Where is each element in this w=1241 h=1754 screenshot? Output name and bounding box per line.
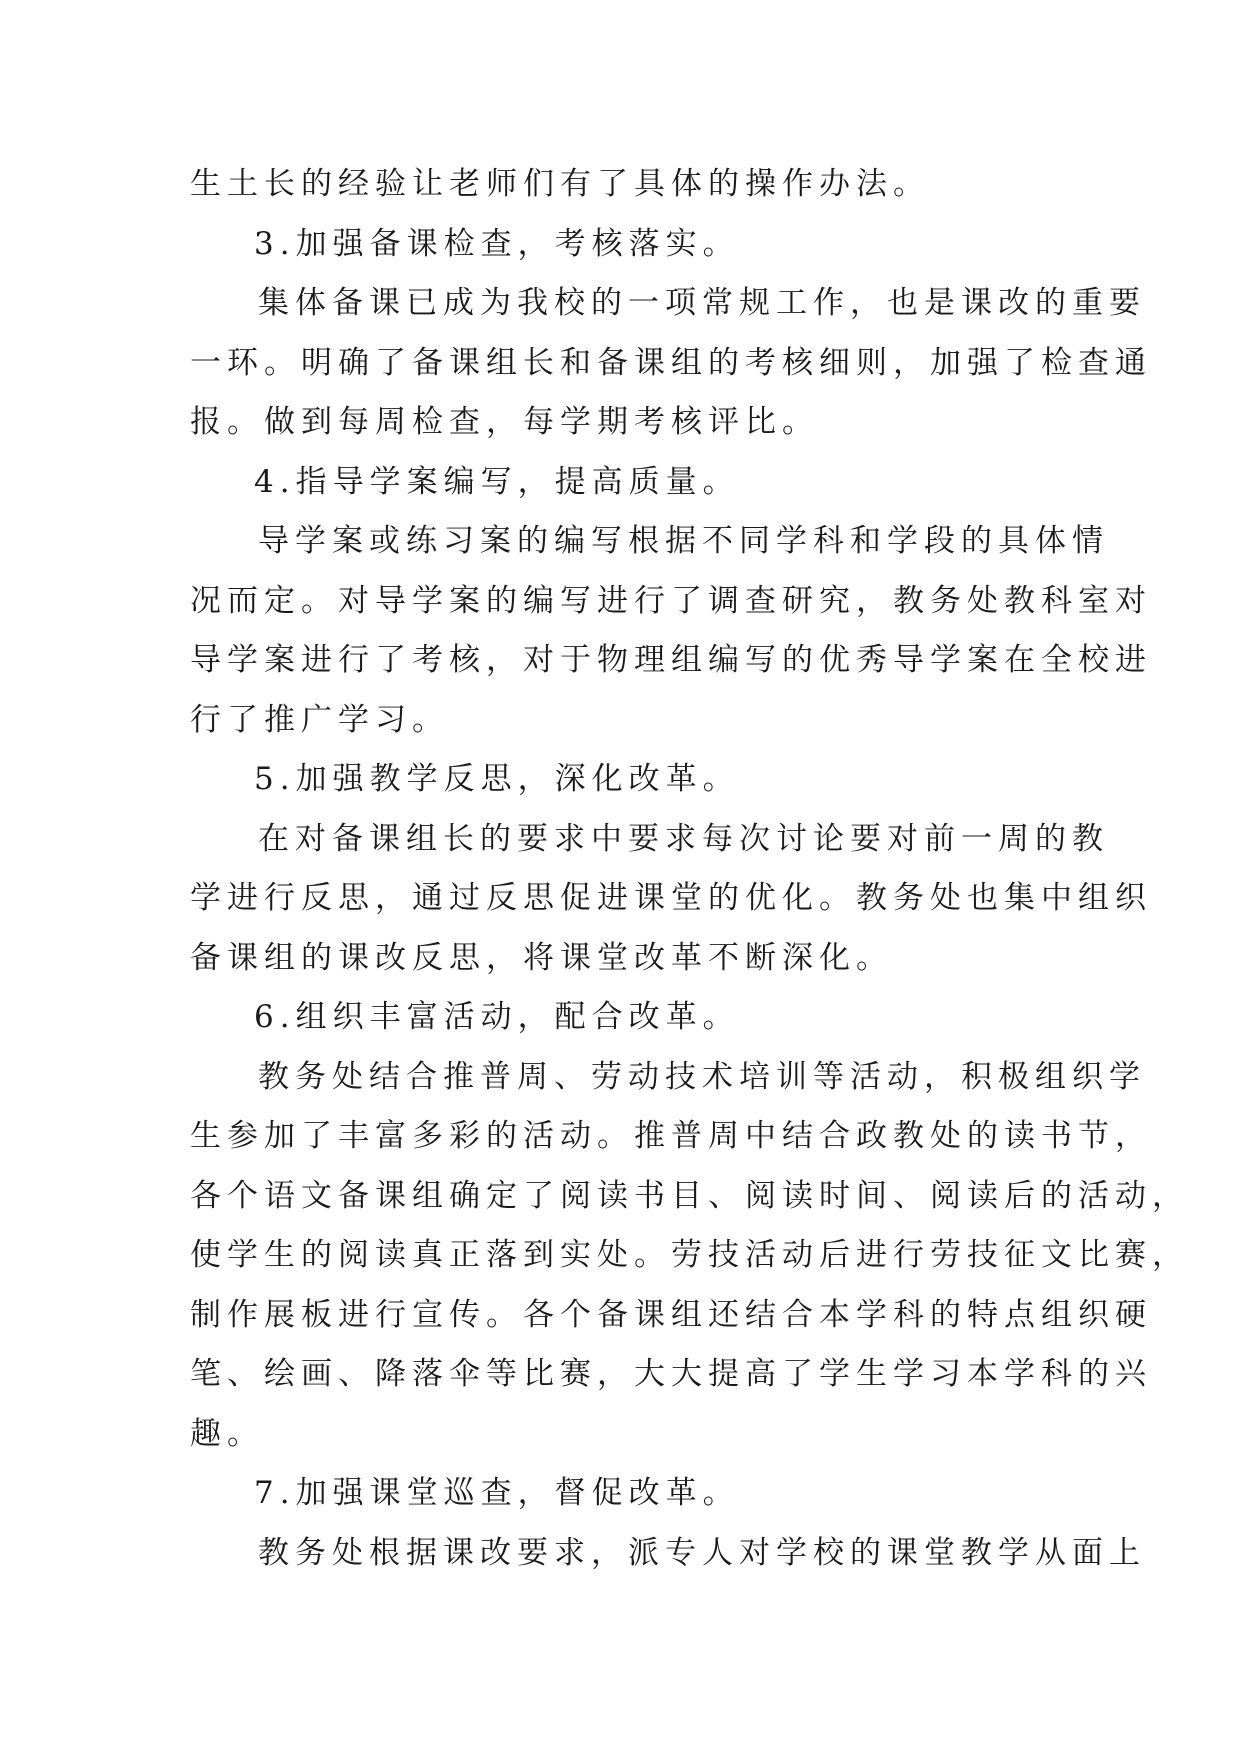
body-text-line: 学进行反思，通过反思促进课堂的优化。教务处也集中组织 (190, 880, 1152, 916)
body-text-line: 制作展板进行宣传。各个备课组还结合本学科的特点组织硬 (190, 1296, 1152, 1333)
body-text-line: 备课组的课改反思，将课堂改革不断深化。 (190, 939, 893, 976)
paragraph-first-line: 教务处根据课改要求，派专人对学校的课堂教学从面上 (258, 1534, 1146, 1571)
body-text-line: 报。做到每周检查，每学期考核评比。 (190, 404, 819, 440)
body-text-line: 使学生的阅读真正落到实处。劳技活动后进行劳技征文比赛， (190, 1237, 1189, 1273)
paragraph-first-line: 教务处结合推普周、劳动技术培训等活动，积极组织学 (258, 1058, 1146, 1095)
section-heading: 7.加强课堂巡查，督促改革。 (254, 1475, 740, 1511)
section-heading: 6.组织丰富活动，配合改革。 (254, 999, 740, 1035)
body-text-line: 况而定。对导学案的编写进行了调查研究，教务处教科室对 (190, 582, 1152, 619)
body-text-line: 笔、绘画、降落伞等比赛，大大提高了学生学习本学科的兴 (190, 1356, 1152, 1392)
paragraph-first-line: 在对备课组长的要求中要求每次讨论要对前一周的教 (258, 820, 1109, 857)
document-page (190, 155, 1189, 1583)
paragraph-first-line: 导学案或练习案的编写根据不同学科和学段的具体情 (258, 523, 1109, 559)
paragraph-first-line: 集体备课已成为我校的一项常规工作，也是课改的重要 (258, 285, 1146, 321)
section-heading: 4.指导学案编写，提高质量。 (254, 463, 740, 500)
body-text-line: 一环。明确了备课组长和备课组的考核细则，加强了检查通 (190, 344, 1152, 381)
section-heading: 5.加强教学反思，深化改革。 (254, 761, 740, 797)
section-heading: 3.加强备课检查，考核落实。 (254, 225, 740, 262)
body-text-line: 趣。 (190, 1415, 264, 1452)
body-text-line: 生土长的经验让老师们有了具体的操作办法。 (190, 166, 930, 202)
body-text-line: 行了推广学习。 (190, 701, 449, 738)
body-text-line: 导学案进行了考核，对于物理组编写的优秀导学案在全校进 (190, 642, 1152, 678)
body-text-line: 生参加了丰富多彩的活动。推普周中结合政教处的读书节， (190, 1118, 1152, 1154)
body-text-line: 各个语文备课组确定了阅读书目、阅读时间、阅读后的活动， (190, 1177, 1189, 1214)
